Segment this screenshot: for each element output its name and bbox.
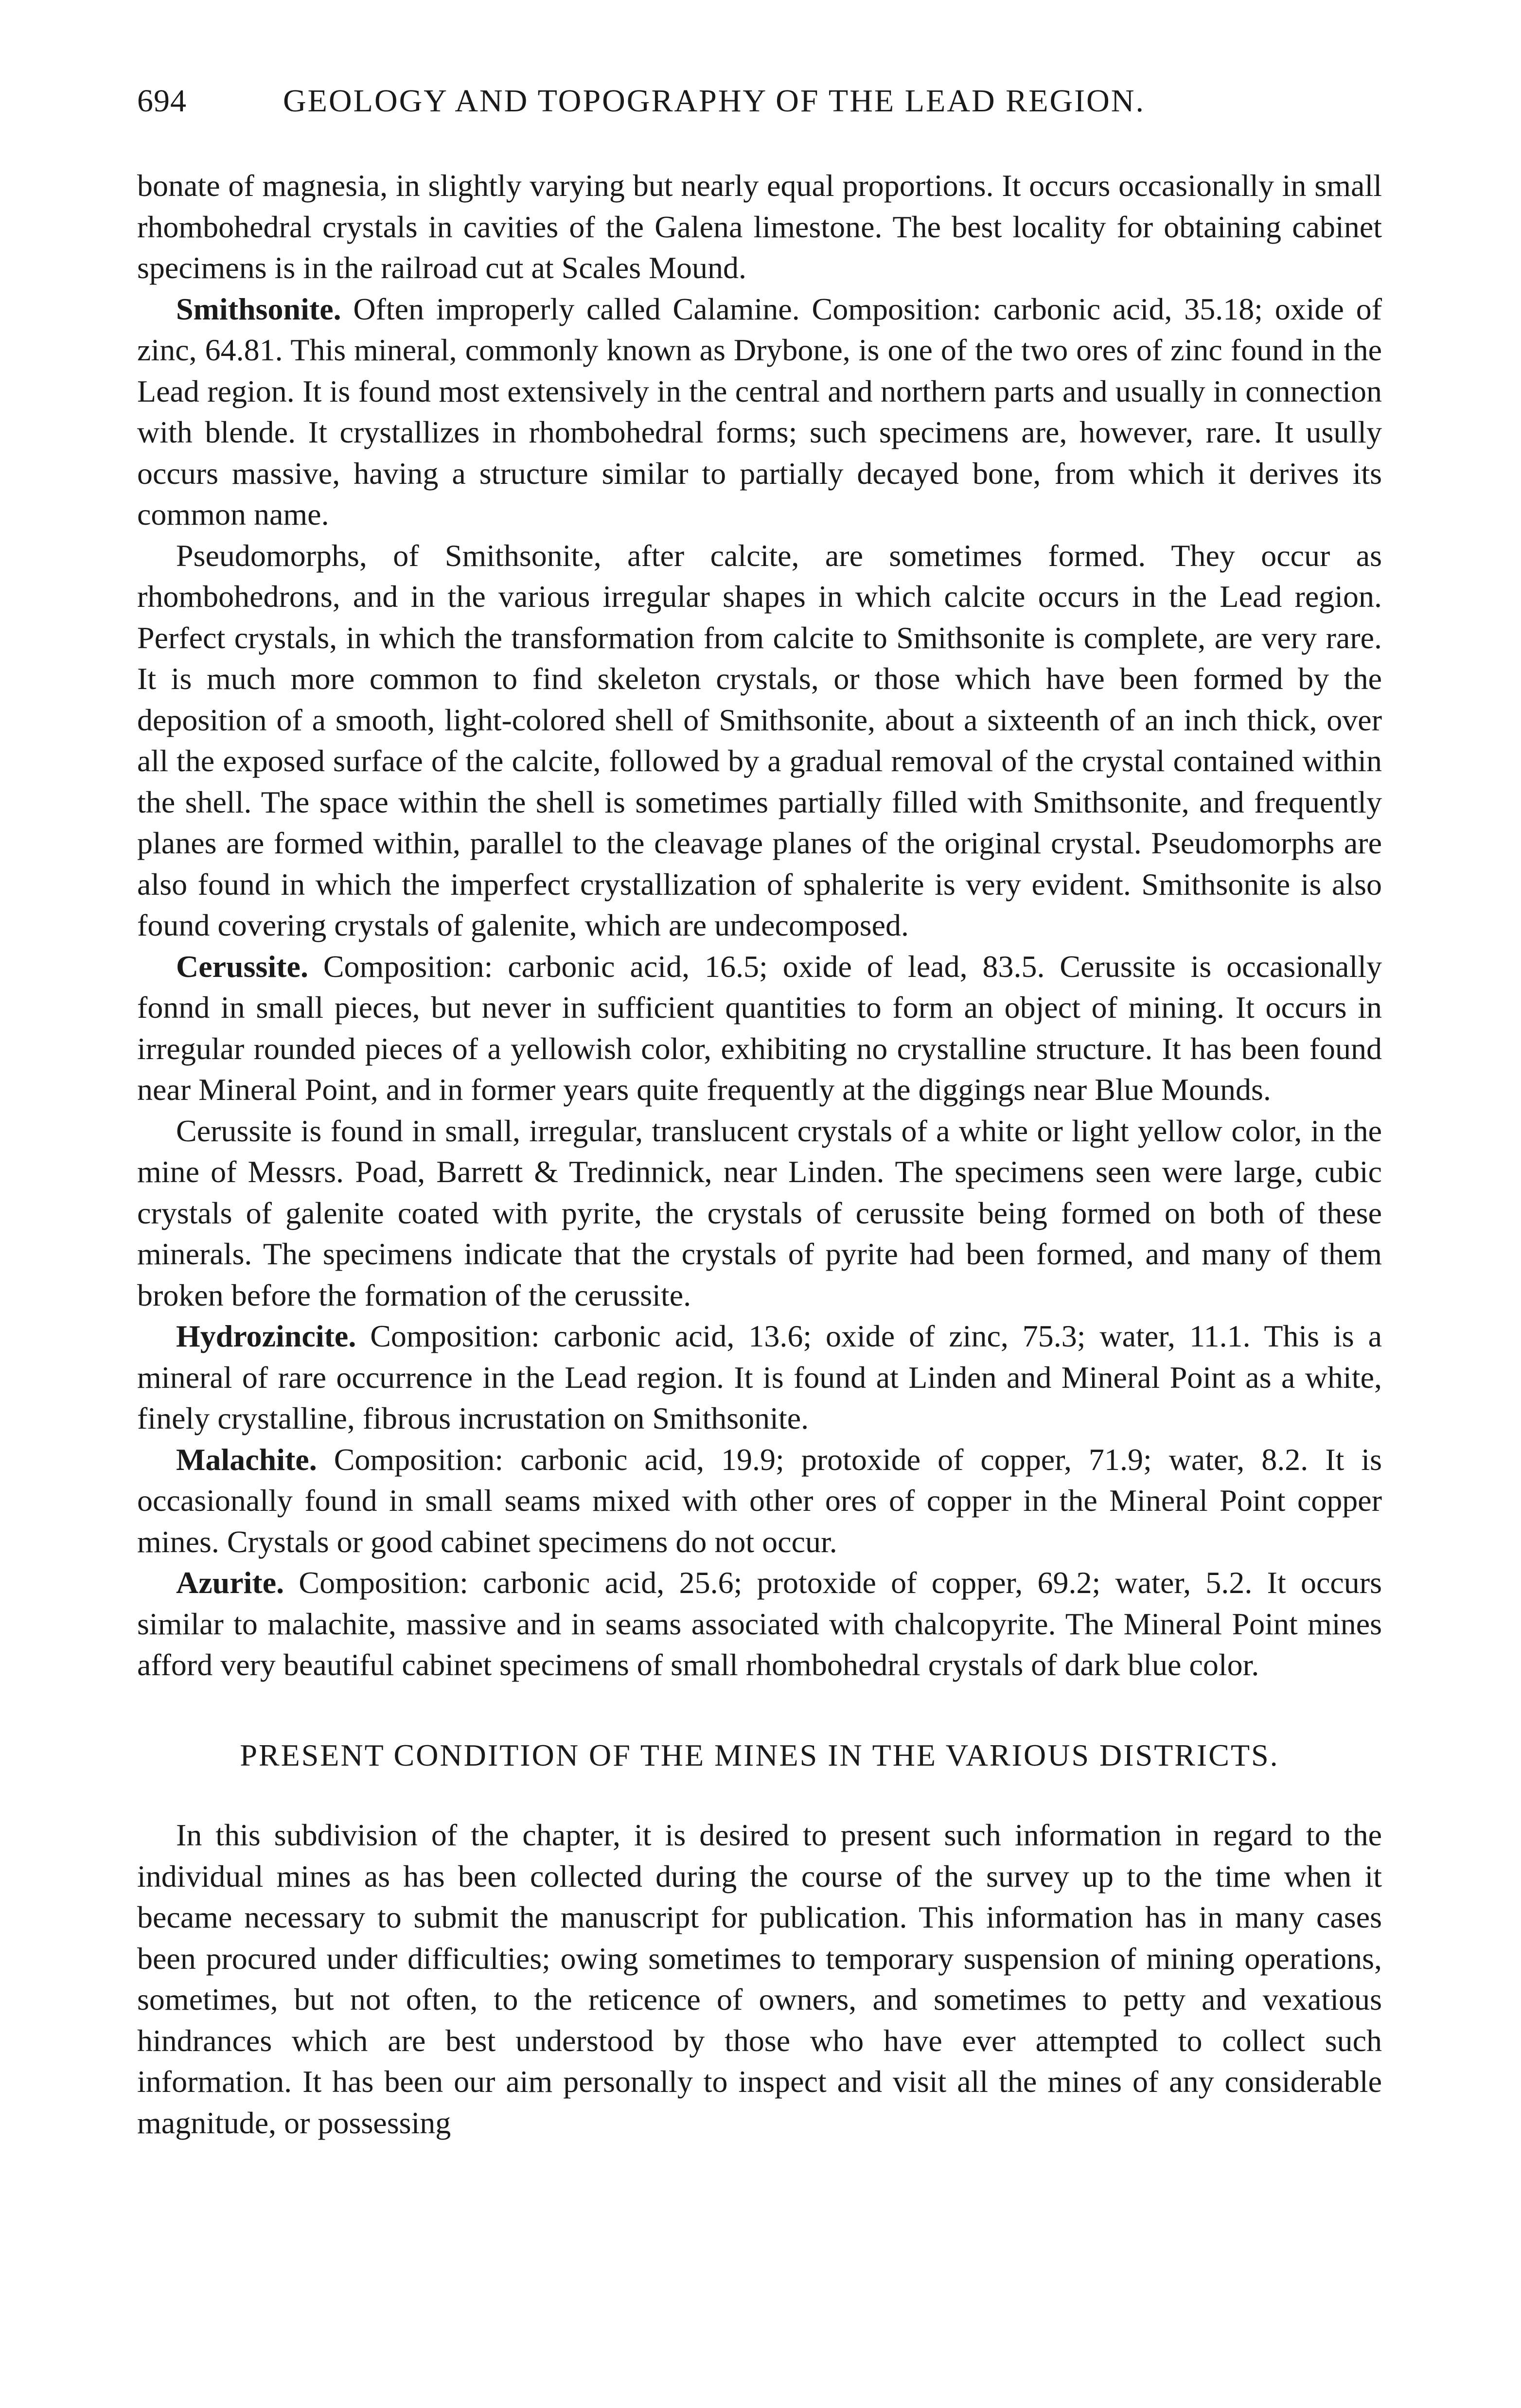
paragraph-text: Composition: carbonic acid, 25.6; protoxide of copper, 69.2; water, 5.2. It occurs similar to malachite, massive and in seams associated with chalcopyrite. The Mineral Point mines afford very beautiful cabinet specimens of small rhombohedral crystals of dark blue color. xyxy=(137,1565,1382,1682)
paragraph-cerussite-linden xyxy=(137,1111,1382,1316)
section-body xyxy=(137,1815,1382,2143)
paragraph-dolomite-continued xyxy=(137,165,1382,289)
paragraph-present-condition xyxy=(137,1815,1382,2143)
paragraph-malachite xyxy=(137,1439,1382,1563)
paragraph-azurite xyxy=(137,1562,1382,1686)
paragraph-text: Often improperly called Calamine. Composition: carbonic acid, 35.18; oxide of zinc, 64.81. This mineral, commonly known as Drybone, is one of the two ores of zinc found in the Lead region. It is found most extensively in the central and northern parts and usually in connection with blende. It crystallizes in rhombohedral forms; such specimens are, however, rare. It usully occurs massive, having a structure similar to partially decayed bone, from which it derives its common name. xyxy=(137,291,1382,531)
mineral-heading-hydrozincite: Hydrozincite. xyxy=(176,1319,356,1353)
mineral-heading-smithsonite: Smithsonite. xyxy=(176,291,341,326)
running-title: GEOLOGY AND TOPOGRAPHY OF THE LEAD REGION. xyxy=(283,83,1145,119)
paragraph-text: Composition: carbonic acid, 13.6; oxide of zinc, 75.3; water, 11.1. This is a mineral of rare occurrence in the Lead region. It is found at Linden and Mineral Point as a white, finely crystalline, fibrous incrustation on Smithsonite. xyxy=(137,1319,1382,1435)
paragraph-smithsonite xyxy=(137,289,1382,535)
page-header xyxy=(137,82,1382,121)
paragraph-hydrozincite xyxy=(137,1316,1382,1439)
mineral-heading-cerussite: Cerussite. xyxy=(176,949,308,984)
paragraph-text: In this subdivision of the chapter, it is desired to present such information in regard to the individual mines as has been collected during the course of the survey up to the time when it became necessary to submit the manuscript for publication. This information has in many cases been procured under difficulties; owing sometimes to temporary suspension of mining operations, sometimes, but not often, to the reticence of owners, and sometimes to petty and vexatious hindrances which are best understood by those who have ever attempted to collect such information. It has been our aim personally to inspect and visit all the mines of any considerable magnitude, or possessing xyxy=(137,1818,1382,2140)
paragraph-text: bonate of magnesia, in slightly varying but nearly equal proportions. It occurs occasionally in small rhombohedral crystals in cavities of the Galena limestone. The best locality for obtaining cabinet specimens is in the railroad cut at Scales Mound. xyxy=(137,168,1382,285)
paragraph-text: Composition: carbonic acid, 16.5; oxide of lead, 83.5. Cerussite is occasionally fonnd in small pieces, but never in sufficient quantities to form an object of mining. It occurs in irregular rounded pieces of a yellowish color, exhibiting no crystalline structure. It has been found near Mineral Point, and in former years quite frequently at the diggings near Blue Mounds. xyxy=(137,949,1382,1107)
body-text xyxy=(137,165,1382,1686)
paragraph-text: Pseudomorphs, of Smithsonite, after calcite, are sometimes formed. They occur as rhombohedrons, and in the various irregular shapes in which calcite occurs in the Lead region. Perfect crystals, in which the transformation from calcite to Smithsonite is complete, are very rare. It is much more common to find skeleton crystals, or those which have been formed by the deposition of a smooth, light-colored shell of Smithsonite, about a sixteenth of an inch thick, over all the exposed surface of the calcite, followed by a gradual removal of the crystal contained within the shell. The space within the shell is sometimes partially filled with Smithsonite, and frequently planes are formed within, parallel to the cleavage planes of the original crystal. Pseudomorphs are also found in which the imperfect crystallization of sphalerite is very evident. Smithsonite is also found covering crystals of galenite, which are undecomposed. xyxy=(137,538,1382,942)
section-title: PRESENT CONDITION OF THE MINES IN THE VARIOUS DISTRICTS. xyxy=(240,1738,1279,1772)
mineral-heading-malachite: Malachite. xyxy=(176,1442,317,1477)
page-number: 694 xyxy=(137,83,187,119)
paragraph-pseudomorphs xyxy=(137,535,1382,946)
paragraph-text: Composition: carbonic acid, 19.9; protoxide of copper, 71.9; water, 8.2. It is occasionally found in small seams mixed with other ores of copper in the Mineral Point copper mines. Crystals or good cabinet specimens do not occur. xyxy=(137,1442,1382,1559)
mineral-heading-azurite: Azurite. xyxy=(176,1565,284,1600)
paragraph-cerussite xyxy=(137,946,1382,1111)
paragraph-text: Cerussite is found in small, irregular, translucent crystals of a white or light yellow color, in the mine of Messrs. Poad, Barrett & Tredinnick, near Linden. The specimens seen were large, cubic crystals of galenite coated with pyrite, the crystals of cerussite being formed on both of these minerals. The specimens indicate that the crystals of pyrite had been formed, and many of them broken before the formation of the cerussite. xyxy=(137,1113,1382,1312)
